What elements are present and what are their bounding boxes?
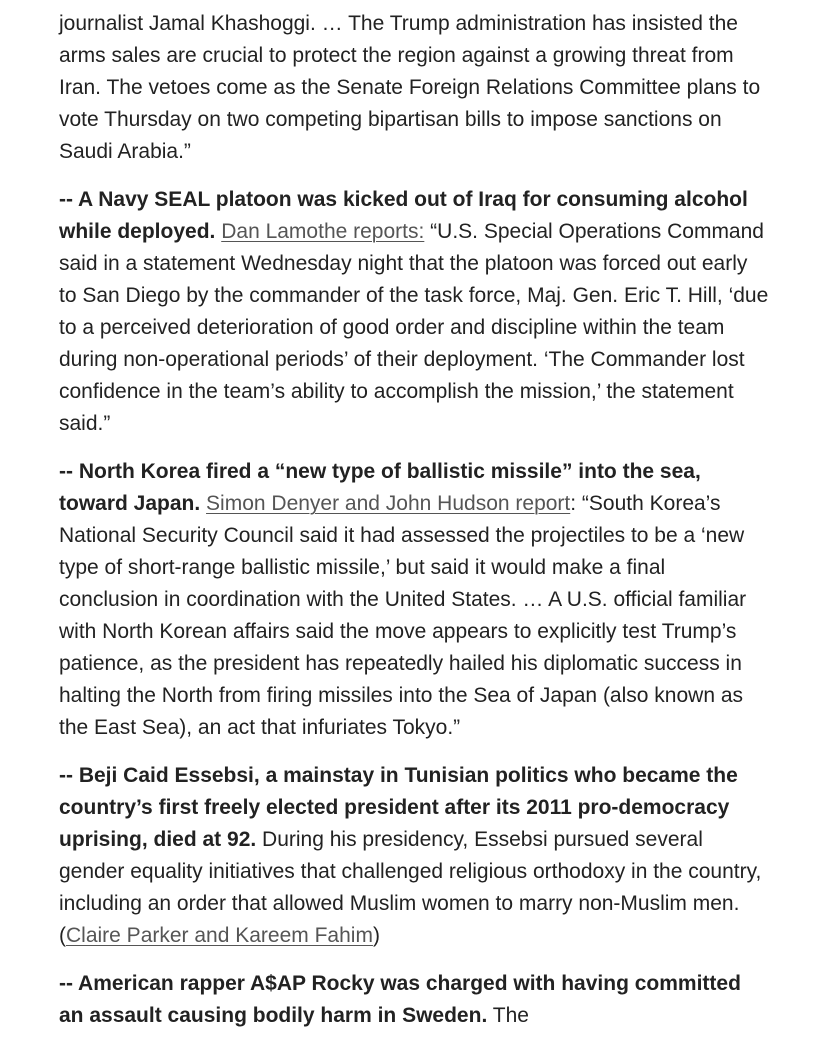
paragraph-text: During his presidency, Essebsi pursued several gender equality initiatives that challenged religious orthodoxy in the country, including an order that allowed Muslim women to marry non-Muslim men. ( (59, 828, 762, 947)
paragraph-tail: ) (372, 924, 380, 947)
author-link-parker-fahim[interactable]: Claire Parker and Kareem Fahim (66, 924, 373, 947)
paragraph-navy-seal (59, 184, 769, 440)
paragraph-text: journalist Jamal Khashoggi. … The Trump administration has insisted the arms sales are crucial to protect the region against a growing threat from Iran. The vetoes come as the Senate Foreign Relations Committee plans to vote Thursday on two competing bipartisan bills to impose sanctions on Saudi Arabia.” (59, 12, 761, 163)
author-link-denyer-hudson[interactable]: Simon Denyer and John Hudson report (206, 492, 571, 515)
author-link-lamothe[interactable]: Dan Lamothe reports: (221, 220, 425, 243)
paragraph-headline: -- North Korea fired a “new type of ballistic missile” into the sea, toward Japan. (59, 460, 701, 515)
paragraph-text: The (487, 1004, 529, 1027)
paragraph-arms-sales (59, 8, 769, 168)
paragraph-headline: -- Beji Caid Essebsi, a mainstay in Tunisian politics who became the country’s first freely elected president after its 2011 pro-democracy uprising, died at 92. (59, 764, 738, 851)
paragraph-headline: -- A Navy SEAL platoon was kicked out of Iraq for consuming alcohol while deployed. (59, 188, 748, 243)
paragraph-text: “U.S. Special Operations Command said in a statement Wednesday night that the platoon was forced out early to San Diego by the commander of the task force, Maj. Gen. Eric T. Hill, ‘due to a perceived deterioration of good order and discipline within the team during non-operational periods’ of their deployment. ‘The Commander lost confidence in the team’s ability to accomplish the mission,’ the statement said.” (59, 220, 769, 435)
paragraph-headline: -- American rapper A$AP Rocky was charged with having committed an assault causing bodily harm in Sweden. (59, 972, 741, 1027)
paragraph-text: : “South Korea’s National Security Council said it had assessed the projectiles to be a ‘new type of short-range ballistic missile,’ but said it would make a final conclusion in coordination with the United States. … A U.S. official familiar with North Korean affairs said the move appears to explicitly test Trump’s patience, as the president has repeatedly hailed his diplomatic success in halting the North from firing missiles into the Sea of Japan (also known as the East Sea), an act that infuriates Tokyo.” (59, 492, 747, 739)
paragraph-asap-rocky (59, 968, 769, 1032)
paragraph-essebsi (59, 760, 769, 952)
article-body (59, 8, 769, 1048)
paragraph-north-korea (59, 456, 769, 744)
